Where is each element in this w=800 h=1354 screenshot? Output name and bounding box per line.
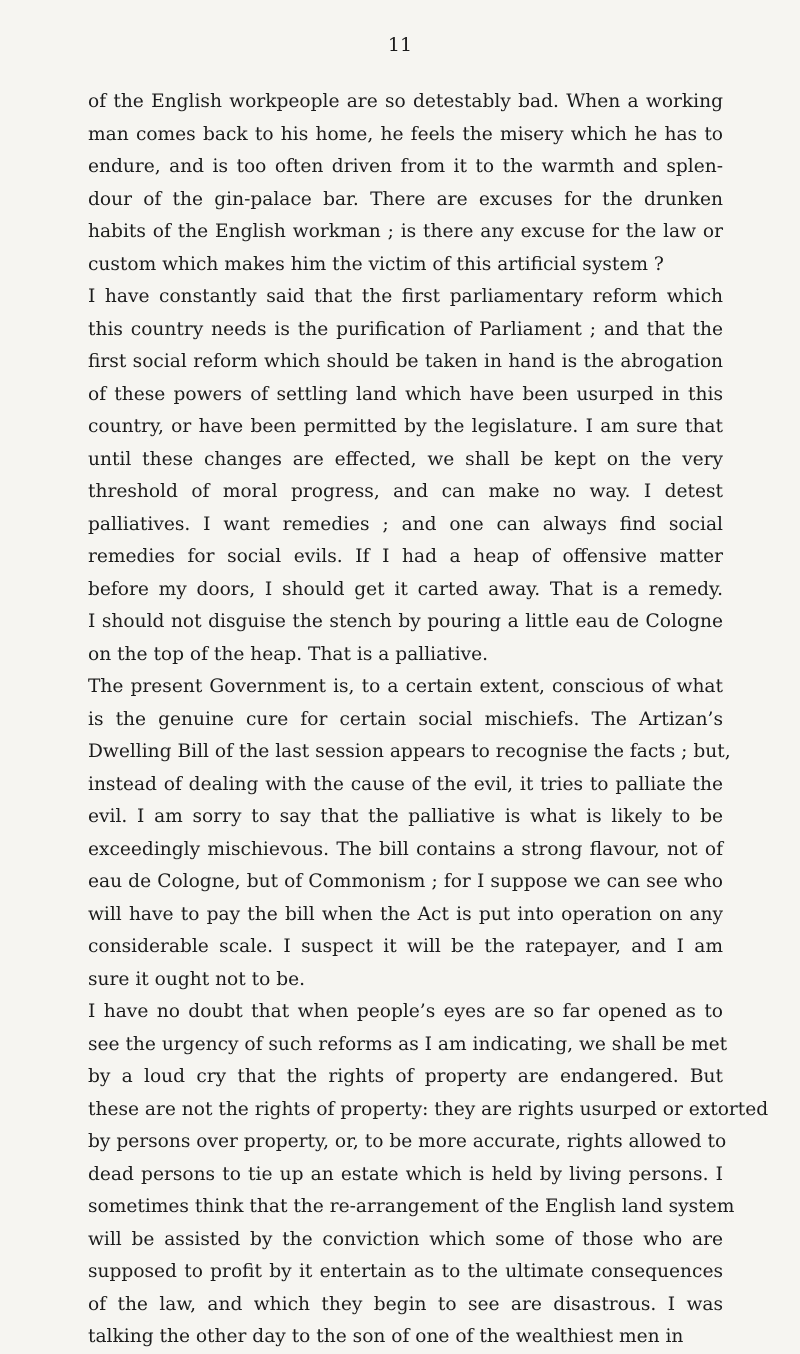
text-line: will have to pay the bill when the Act is put into operation on any (88, 903, 723, 925)
text-line: first social reform which should be taken in hand is the abrogation (88, 351, 723, 372)
text-line: I have no doubt that when people’s eyes are so far opened as to (88, 1001, 723, 1022)
text-line: by persons over property, or, to be more accurate, rights allowed to (88, 1131, 727, 1152)
text-line: considerable scale. I suspect it will be the ratepayer, and I am (88, 936, 723, 957)
text-line: I have constantly said that the first parliamentary reform which (88, 286, 723, 307)
text-line: country, or have been permitted by the legislature. I am sure that (88, 416, 723, 437)
text-line: sometimes think that the re-arrangement of the English land system (88, 1196, 735, 1217)
text-line: man comes back to his home, he feels the misery which he has to (88, 123, 723, 145)
text-line: of these powers of settling land which have been usurped in this (88, 383, 723, 405)
text-line: palliatives. I want remedies ; and one can always find social (88, 513, 723, 535)
text-line: dour of the gin-palace bar. There are excuses for the drunken (88, 188, 723, 210)
text-line: of the English workpeople are so detestably bad. When a working (88, 91, 723, 112)
text-line: this country needs is the purification of Parliament ; and that the (88, 318, 723, 340)
text-line: before my doors, I should get it carted away. That is a remedy. (88, 578, 723, 600)
text-line: supposed to profit by it entertain as to the ultimate consequences (88, 1261, 723, 1282)
text-line: endure, and is too often driven from it to the warmth and splen- (88, 156, 723, 177)
text-line: eau de Cologne, but of Commonism ; for I suppose we can see who (88, 871, 723, 892)
text-line: evil. I am sorry to say that the palliative is what is likely to be (88, 806, 723, 827)
text-line: sure it ought not to be. (88, 968, 306, 990)
text-line: dead persons to tie up an estate which is held by living persons. I (88, 1163, 723, 1185)
text-line: Dwelling Bill of the last session appears to recognise the facts ; but, (88, 741, 731, 762)
text-line: by a loud cry that the rights of property are endangered. But (88, 1066, 723, 1087)
text-line: these are not the rights of property: they are rights usurped or extorted (88, 1098, 769, 1120)
page-number: 11 (387, 34, 413, 56)
text-line: on the top of the heap. That is a palliative. (88, 643, 489, 665)
body-text (88, 86, 769, 1354)
text-line: of the law, and which they begin to see are disastrous. I was (88, 1293, 723, 1315)
text-line: The present Government is, to a certain extent, conscious of what (88, 676, 723, 697)
text-line: instead of dealing with the cause of the evil, it tries to palliate the (88, 773, 723, 795)
text-line: remedies for social evils. If I had a heap of offensive matter (88, 546, 723, 567)
text-line: exceedingly mischievous. The bill contains a strong flavour, not of (88, 838, 723, 860)
text-line: until these changes are effected, we shall be kept on the very (88, 448, 723, 470)
text-line: habits of the English workman ; is there any excuse for the law or (88, 221, 723, 242)
text-line: I should not disguise the stench by pouring a little eau de Cologne (88, 611, 723, 632)
text-line: will be assisted by the conviction which some of those who are (88, 1228, 723, 1250)
text-line: custom which makes him the victim of this artificial system ? (88, 253, 664, 275)
text-line: threshold of moral progress, and can make no way. I detest (88, 481, 723, 502)
text-line: is the genuine cure for certain social mischiefs. The Artizan’s (88, 708, 723, 730)
text-line: talking the other day to the son of one of the wealthiest men in (88, 1326, 684, 1347)
text-line: see the urgency of such reforms as I am indicating, we shall be met (88, 1033, 728, 1055)
